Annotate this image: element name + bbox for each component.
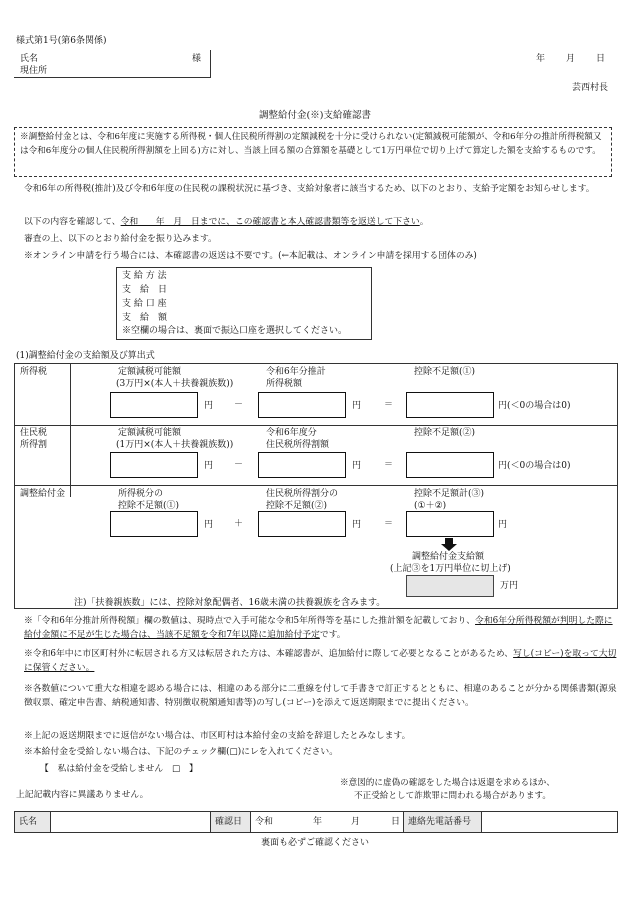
shortfall-total-input[interactable]	[406, 511, 494, 537]
row2-a1: 定額減税可能額	[118, 428, 182, 438]
agree-statement: 上記記載内容に異議ありません。	[16, 790, 149, 800]
page-title: 調整給付金(※)支給確認書	[259, 110, 371, 121]
resident-tax-shortfall-input[interactable]	[406, 452, 494, 478]
calc-footnote: 注)「扶養親族数」には、控除対象配偶者、16歳未満の扶養親族を含みます。	[74, 598, 386, 608]
return-deadline: 令和 年 月 日までに、この確認書と本人確認書類等を返送して下さい	[120, 217, 420, 227]
resident-tax-reducible-input[interactable]	[110, 452, 198, 478]
year-label: 年	[313, 817, 323, 827]
address-label: 現住所	[20, 66, 48, 76]
yen-label: 円	[204, 461, 214, 471]
row-resident-tax-label1: 住民税	[20, 428, 48, 438]
date-month: 月	[566, 54, 576, 64]
definition-text: ※調整給付金とは、令和6年度に実施する所得税・個人住民税所得割の定額減税を十分に受けられない(定額減税可能額が、令和6年分の推計所得税額又は令和6年度分の個人住民税所得割額を上回る)方に対し、当該上回る額の合算額を基礎として1万円単位で切り上げて算定した額を支給するものです。	[20, 132, 602, 156]
note-3: ※各数値について重大な相違を認める場合には、相違のある部分に二重線を付して手書きで訂正するとともに、相違のあることが分かる関係書類(源泉徴収票、確定申告書、納税通知書、特別徴収税額通知書等)の写し(コピー)を添えて返送期限までに提出ください。	[24, 684, 617, 709]
issuer: 芸西村長	[572, 83, 609, 93]
name-label: 氏名	[20, 54, 39, 64]
date-day: 日	[596, 54, 606, 64]
payment-note: ※空欄の場合は、裏面で振込口座を選択してください。	[122, 326, 348, 336]
payment-method-label: 支 給 方 法	[122, 271, 167, 281]
note-2: ※令和6年中に市区町村外に転居される方又は転居された方は、本確認書が、追加給付に際して必要となることがあるため、写し(コピー)を取って大切に保管ください。	[24, 649, 617, 674]
intro-p1: 令和6年の所得税(推計)及び令和6年度の住民税の課税状況に基づき、支給対象者に該当するため、以下のとおり、支給予定額をお知らせします。	[24, 184, 595, 194]
income-tax-reducible-input[interactable]	[110, 392, 198, 418]
minus-sign: －	[234, 460, 244, 470]
day-label: 日	[391, 817, 401, 827]
down-arrow-head	[441, 544, 457, 551]
note-4: ※上記の返送期限までに返信がない場合は、市区町村は本給付金の支給を辞退したとみなします。	[24, 731, 411, 741]
definition-box	[14, 127, 612, 177]
payment-account-label: 支 給 口 座	[122, 299, 167, 309]
pay-label-2: (上記③を1万円単位に切上げ)	[390, 564, 511, 574]
signature-table	[14, 811, 618, 833]
yen-label: 円	[352, 401, 362, 411]
row3-a2: 控除不足額(①)	[118, 501, 180, 511]
row3-c2: (①＋②)	[414, 501, 447, 511]
decline-checkbox[interactable]: 【 私は給付金を受給しません □ 】	[40, 764, 198, 774]
month-label: 月	[351, 817, 361, 827]
row1-a2: (3万円×(本人＋扶養親族数))	[116, 379, 234, 389]
row3-b2: 控除不足額(②)	[266, 501, 328, 511]
footer-note: 裏面も必ずご確認ください	[260, 838, 369, 848]
note-1: ※「令和6年分推計所得税額」欄の数値は、現時点で入手可能な令和5年所得等を基にした推計額を記載しており、令和6年分所得税額が判明した際に給付金額に不足が生じた場合は、当該不足額を令和7年以降に追加給付予定です。	[24, 616, 613, 641]
neg-note: 円(＜0の場合は0)	[498, 461, 571, 471]
equals-sign: ＝	[384, 400, 394, 410]
sig-phone-field[interactable]	[482, 812, 617, 832]
shortfall-2-input[interactable]	[258, 511, 346, 537]
row3-b1: 住民税所得割分の	[266, 489, 339, 499]
row2-a2: (1万円×(本人＋扶養親族数))	[116, 440, 234, 450]
benefit-amount-output	[406, 575, 494, 597]
payment-date-label: 支 給 日	[122, 285, 168, 295]
row1-c1: 控除不足額(①)	[414, 367, 476, 377]
minus-sign: －	[234, 400, 244, 410]
yen-label: 円	[204, 401, 214, 411]
payment-amount-label: 支 給 額	[122, 313, 168, 323]
intro-p3: 審査の上、以下のとおり給付金を振り込みます。	[24, 234, 217, 244]
row2-b2: 住民税所得割額	[266, 440, 330, 450]
form-number: 様式第1号(第6条関係)	[16, 36, 107, 46]
reiwa-label: 令和	[255, 817, 274, 827]
intro-p2: 以下の内容を確認して、令和 年 月 日までに、この確認書と本人確認書類等を返送して下さい。	[24, 217, 429, 227]
intro-p4: ※オンライン申請を行う場合には、本確認書の返送は不要です。(←本記載は、オンライン申請を採用する団体のみ)	[24, 251, 477, 261]
sig-phone-label: 連絡先電話番号	[404, 812, 482, 832]
row2-c1: 控除不足額(②)	[414, 428, 476, 438]
man-yen-label: 万円	[500, 581, 519, 591]
shortfall-1-input[interactable]	[110, 511, 198, 537]
row1-b2: 所得税額	[266, 379, 303, 389]
yen-label: 円	[498, 520, 508, 530]
row-income-tax-label: 所得税	[20, 367, 48, 377]
row-resident-tax-label2: 所得割	[20, 440, 48, 450]
warning-1: ※意図的に虚偽の確認をした場合は返還を求めるほか、	[340, 778, 555, 788]
date-year: 年	[536, 54, 546, 64]
row1-a1: 定額減税可能額	[118, 367, 182, 377]
sig-name-field[interactable]	[51, 812, 211, 832]
pay-label-1: 調整給付金支給額	[412, 552, 485, 562]
yen-label: 円	[352, 520, 362, 530]
sig-confirm-date-label: 確認日	[211, 812, 251, 832]
yen-label: 円	[352, 461, 362, 471]
row-adjustment-label: 調整給付金	[20, 489, 66, 499]
row2-b1: 令和6年度分	[266, 428, 317, 438]
income-tax-estimate-input[interactable]	[258, 392, 346, 418]
note-5: ※本給付金を受給しない場合は、下記のチェック欄(□)にレを入れてください。	[24, 747, 339, 757]
calc-heading: (1)調整給付金の支給額及び算出式	[16, 351, 155, 361]
neg-note: 円(＜0の場合は0)	[498, 401, 571, 411]
income-tax-shortfall-input[interactable]	[406, 392, 494, 418]
resident-tax-amount-input[interactable]	[258, 452, 346, 478]
row3-c1: 控除不足額計(③)	[414, 489, 485, 499]
sig-confirm-date-field[interactable]	[251, 812, 404, 832]
sig-name-label: 氏名	[15, 812, 51, 832]
warning-2: 不正受給として詐欺罪に問われる場合があります。	[354, 791, 551, 801]
yen-label: 円	[204, 520, 214, 530]
equals-sign: ＝	[384, 460, 394, 470]
row1-b1: 令和6年分推計	[266, 367, 326, 377]
plus-sign: ＋	[234, 519, 244, 529]
equals-sign: ＝	[384, 519, 394, 529]
sama-label: 様	[192, 54, 202, 64]
row3-a1: 所得税分の	[118, 489, 164, 499]
